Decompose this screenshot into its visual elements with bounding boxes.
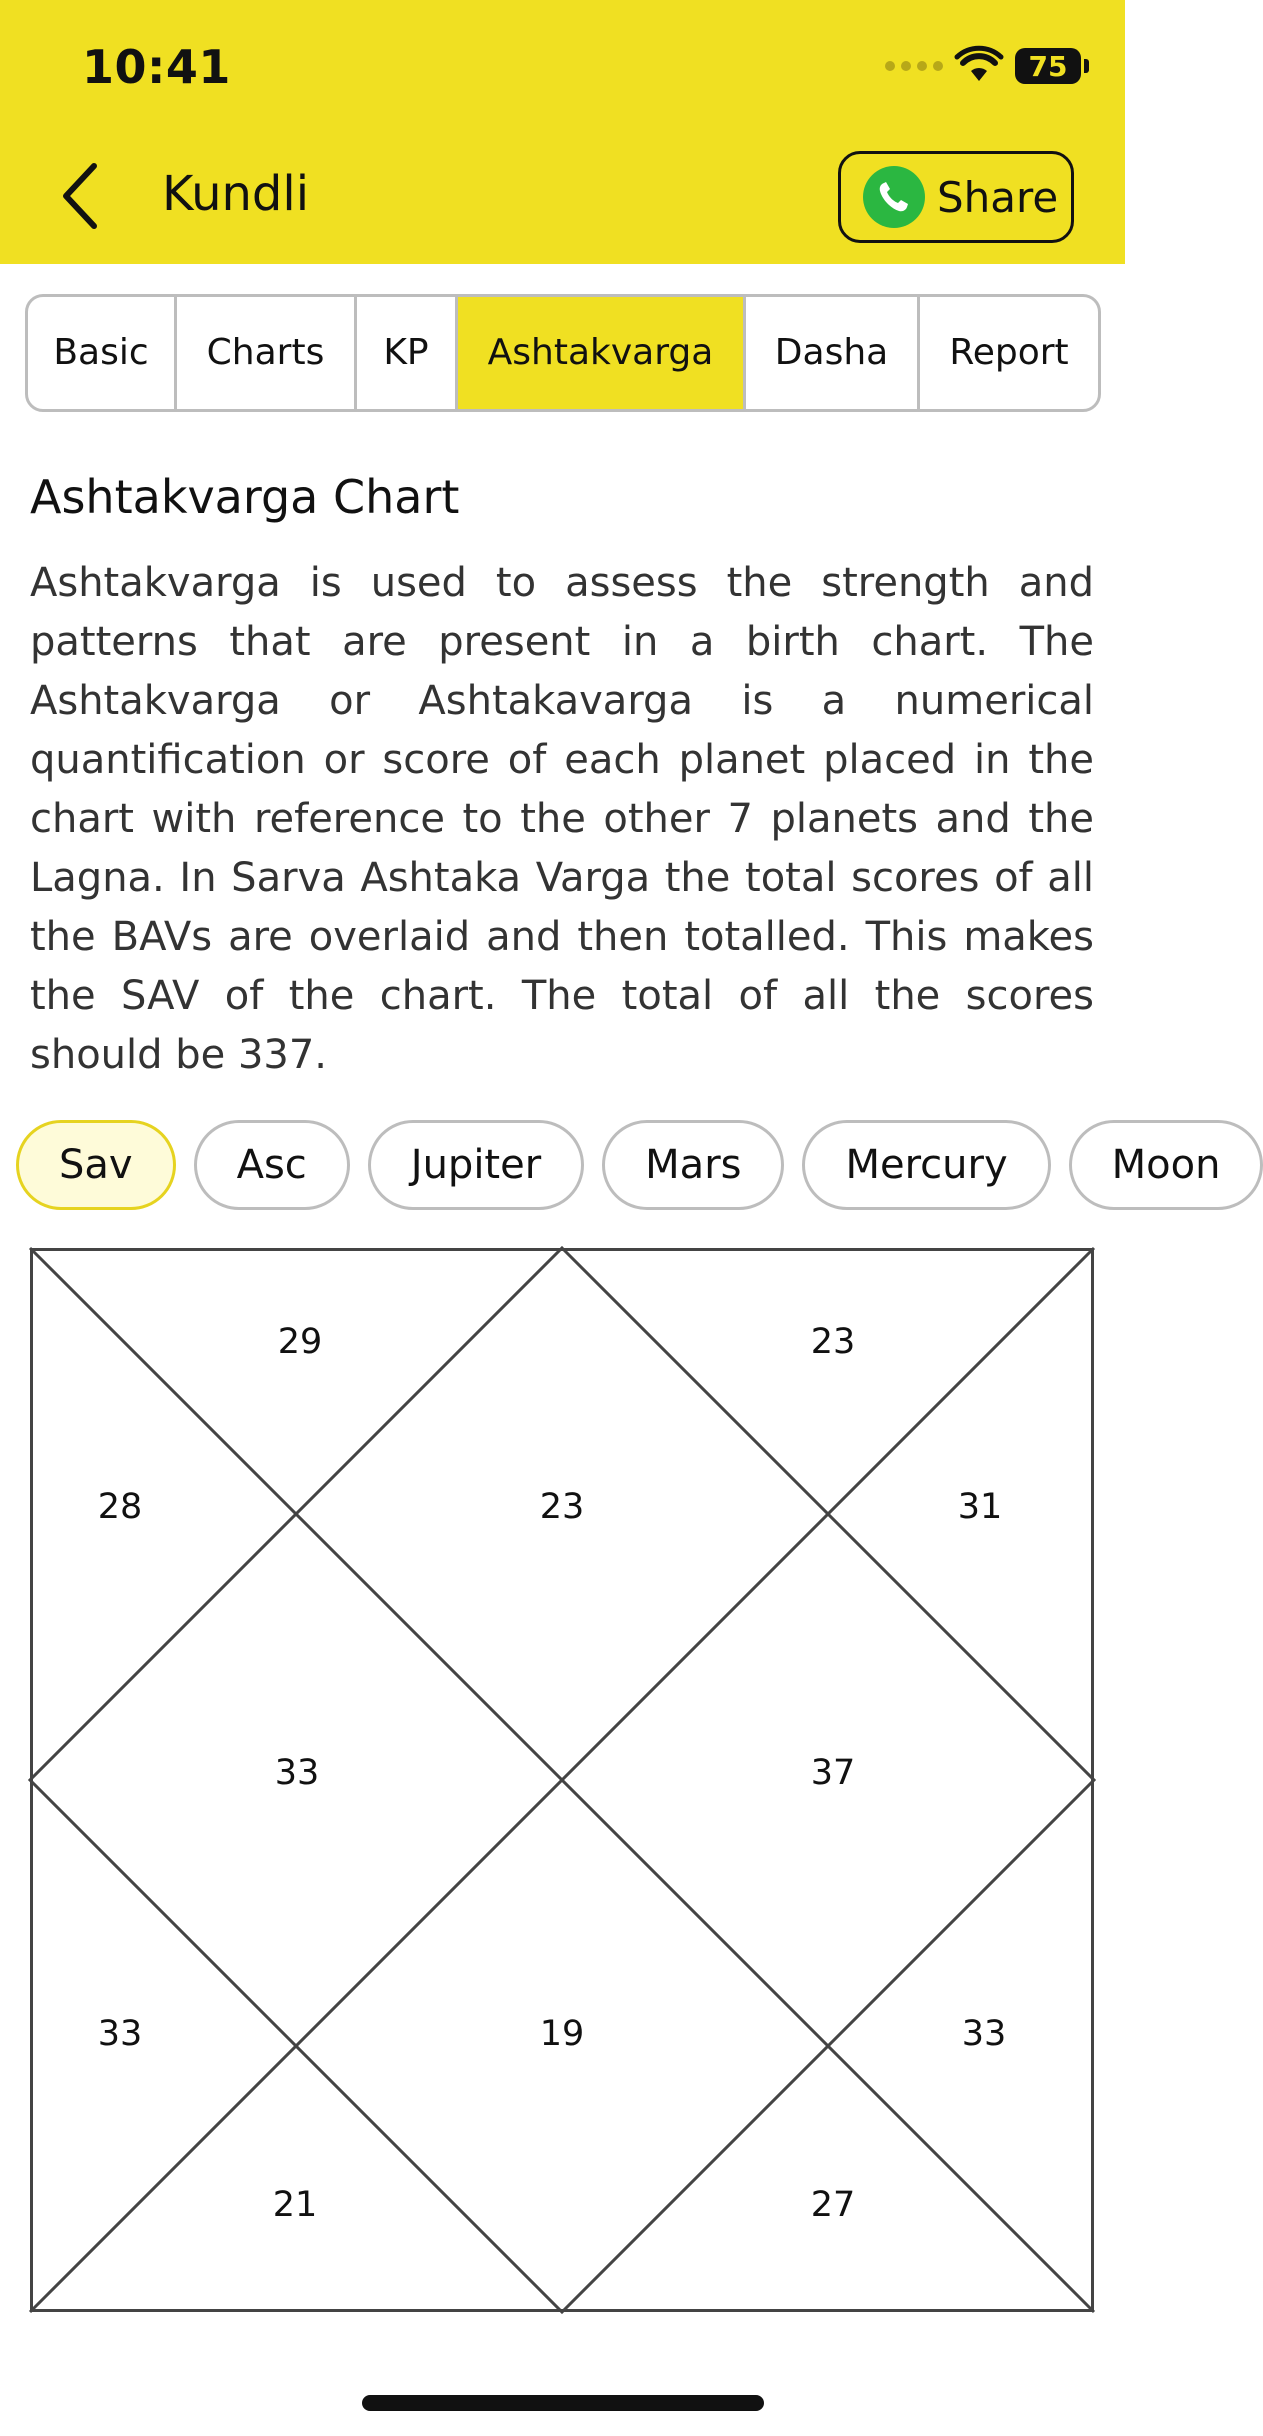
- page-title: Kundli: [162, 166, 310, 222]
- house-2-score: 29: [277, 1322, 323, 1362]
- cellular-signal-icon: [885, 61, 943, 71]
- house-6-score: 21: [272, 2185, 318, 2225]
- whatsapp-icon: [863, 166, 925, 228]
- house-1-score: 23: [539, 1487, 585, 1527]
- section-description: Ashtakvarga is used to assess the strength and patterns that are present in a birth chart. The Ashtakvarga or Ashtakavarga is a numerical quantification or score of each planet placed in the chart with reference to the other 7 planets and the Lagna. In Sarva Ashtaka Varga the total scores of all the BAVs are overlaid and then totalled. This makes the SAV of the chart. The total of all the scores should be 337.: [30, 560, 1094, 1078]
- filter-asc[interactable]: Asc: [194, 1120, 350, 1210]
- tab-ashtakvarga[interactable]: Ashtakvarga: [458, 297, 746, 409]
- filter-sav[interactable]: Sav: [16, 1120, 176, 1210]
- wifi-icon: [957, 49, 1001, 83]
- tab-dasha[interactable]: Dasha: [746, 297, 920, 409]
- house-11-score: 31: [957, 1487, 1003, 1527]
- tab-basic[interactable]: Basic: [28, 297, 177, 409]
- back-button[interactable]: [50, 160, 110, 232]
- house-9-score: 33: [961, 2014, 1007, 2054]
- battery-icon: 75: [1015, 48, 1081, 84]
- chevron-left-icon: [60, 162, 100, 230]
- house-3-score: 28: [97, 1487, 143, 1527]
- tab-charts[interactable]: Charts: [177, 297, 357, 409]
- house-10-score: 37: [810, 1753, 856, 1793]
- status-time: 10:41: [82, 40, 231, 94]
- filter-jupiter[interactable]: Jupiter: [368, 1120, 584, 1210]
- planet-filter-bar: [16, 1120, 1263, 1210]
- home-indicator[interactable]: [362, 2395, 764, 2411]
- house-4-score: 33: [274, 1753, 320, 1793]
- tab-report[interactable]: Report: [949, 331, 1069, 373]
- status-icons: [885, 48, 1081, 84]
- ashtakvarga-chart: [30, 1248, 1094, 2312]
- filter-mars[interactable]: Mars: [602, 1120, 784, 1210]
- kundli-tabs: [25, 294, 1101, 412]
- filter-mercury[interactable]: Mercury: [802, 1120, 1050, 1210]
- house-5-score: 33: [97, 2014, 143, 2054]
- house-7-score: 19: [539, 2014, 585, 2054]
- house-12-score: 23: [810, 1322, 856, 1362]
- house-8-score: 27: [810, 2185, 856, 2225]
- tab-kp[interactable]: KP: [357, 297, 458, 409]
- share-button[interactable]: [838, 151, 1074, 243]
- section-title: Ashtakvarga Chart: [30, 470, 460, 524]
- share-label: Share: [937, 172, 1059, 222]
- filter-moon[interactable]: Moon: [1069, 1120, 1263, 1210]
- app-header: [0, 0, 1125, 264]
